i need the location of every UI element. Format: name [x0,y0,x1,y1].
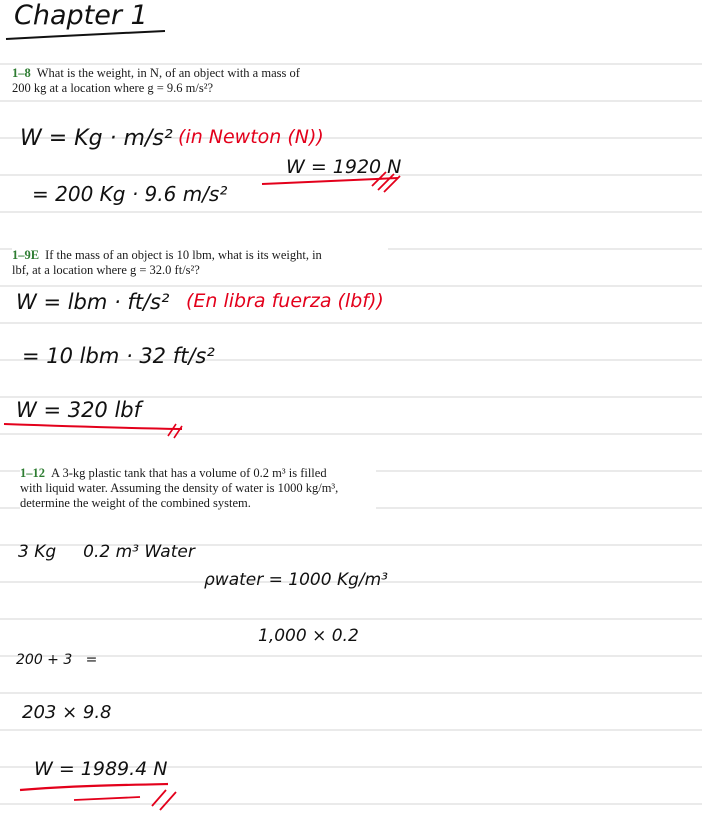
unit-note: (En libra fuerza (lbf)) [186,290,384,312]
weight-multiplication: 203 × 9.8 [22,702,112,723]
problem-number: 1–12 [20,466,45,480]
page-title: Chapter 1 [14,0,148,31]
mass-sum: 200 + 3 = [16,652,98,668]
unit-note: (in Newton (N)) [178,126,324,148]
problem-1-9e [12,248,388,278]
water-density: ρwater = 1000 Kg/m³ [204,570,388,590]
problem-text: lbf, at a location where g = 32.0 ft/s²? [12,263,200,277]
answer-2-underline [4,424,182,429]
answer-3-underline [20,784,168,790]
answer: W = 1920 N [286,156,402,178]
problem-text: determine the weight of the combined system. [20,496,251,510]
problem-text: What is the weight, in N, of an object with a mass of [36,66,300,80]
problem-number: 1–9E [12,248,40,262]
answer: W = 1989.4 N [34,758,168,780]
problem-text: 200 kg at a location where g = 9.6 m/s²? [12,81,214,95]
problem-number: 1–8 [12,66,31,80]
formula: W = Kg · m/s² [20,126,173,151]
problem-1-12 [20,466,376,511]
substitution: = 200 Kg · 9.6 m/s² [32,182,228,206]
answer: W = 320 lbf [16,398,142,422]
problem-text: A 3-kg plastic tank that has a volume of 0.2 m³ is filled [51,466,327,480]
problem-text: with liquid water. Assuming the density of water is 1000 kg/m³, [20,481,339,495]
substitution: = 10 lbm · 32 ft/s² [22,344,215,368]
title-underline [6,31,165,39]
problem-1-8 [12,66,372,96]
formula: W = lbm · ft/s² [16,290,170,314]
volume-product: 1,000 × 0.2 [258,626,359,646]
given-values: 3 Kg 0.2 m³ Water [18,542,195,562]
problem-text: If the mass of an object is 10 lbm, what is its weight, in [45,248,322,262]
